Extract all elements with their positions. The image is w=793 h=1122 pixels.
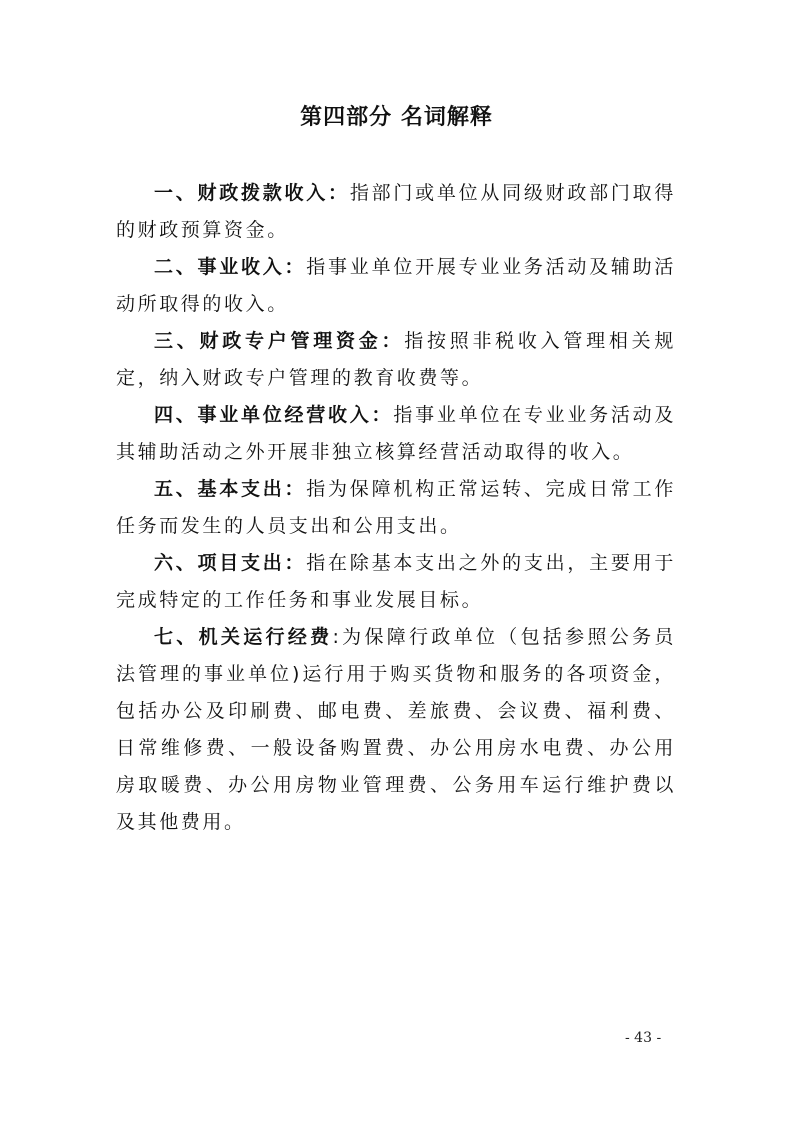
definition-item	[116, 175, 676, 249]
definition-text: 指在除基本支出之外的支出，主要用于完成特定的工作任务和事业发展目标。	[116, 552, 676, 611]
definition-text: 指部门或单位从同级财政部门取得的财政预算资金。	[116, 182, 676, 241]
page-title: 第四部分 名词解释	[300, 105, 493, 130]
definition-term: 二、事业收入：	[154, 256, 307, 278]
definition-item	[116, 545, 676, 619]
definition-item	[116, 619, 676, 841]
definitions-list	[116, 175, 676, 841]
definition-text: 指为保障机构正常运转、完成日常工作任务而发生的人员支出和公用支出。	[116, 478, 676, 537]
definition-item	[116, 323, 676, 397]
definition-item	[116, 249, 676, 323]
definition-text: 指按照非税收入管理相关规定，纳入财政专户管理的教育收费等。	[116, 330, 676, 389]
definition-term: 五、基本支出：	[154, 478, 307, 500]
definition-item	[116, 471, 676, 545]
definition-item	[116, 397, 676, 471]
definition-term: 七、机关运行经费	[154, 626, 333, 648]
page-number: - 43 -	[625, 1030, 662, 1046]
definition-term: 六、项目支出：	[154, 552, 307, 574]
definition-text: 指事业单位开展专业业务活动及辅助活动所取得的收入。	[116, 256, 676, 315]
definition-term: 四、事业单位经营收入：	[154, 404, 394, 426]
definition-text: :为保障行政单位（包括参照公务员法管理的事业单位)运行用于购买货物和服务的各项资金，包括办公及印刷费、邮电费、差旅费、会议费、福利费、日常维修费、一般设备购置费、办公用房水电费、办公用房取暖费、办公用房物业管理费、公务用车运行维护费以及其他费用。	[116, 626, 676, 833]
definition-text: 指事业单位在专业业务活动及其辅助活动之外开展非独立核算经营活动取得的收入。	[116, 404, 676, 463]
definition-term: 三、财政专户管理资金：	[154, 330, 405, 352]
definition-term: 一、财政拨款收入：	[154, 182, 350, 204]
